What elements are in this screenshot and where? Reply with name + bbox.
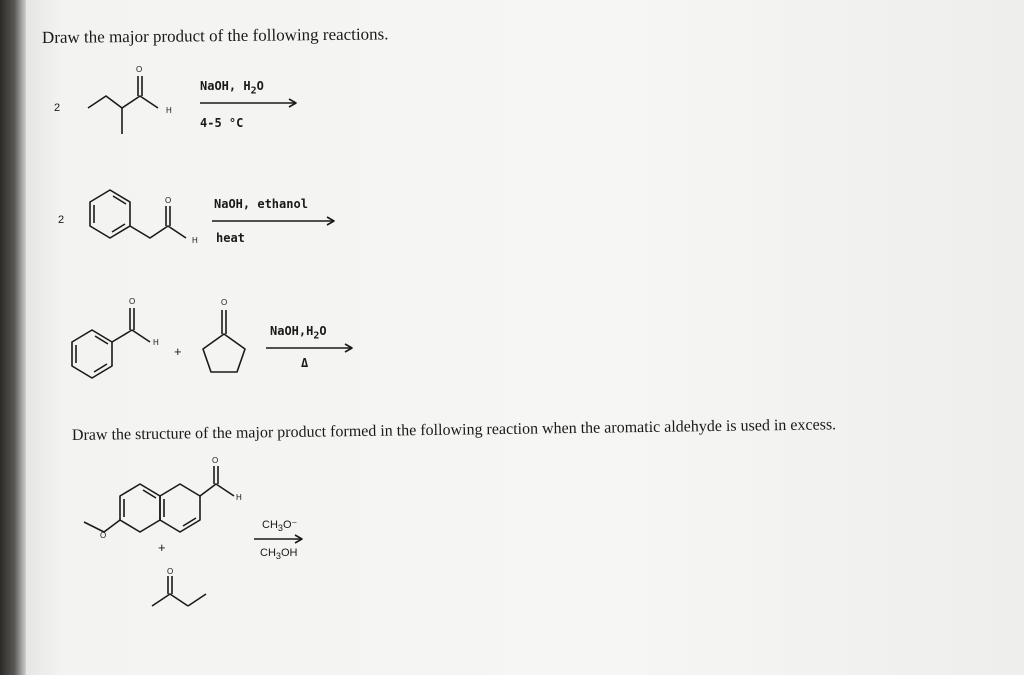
reaction-3-plus: + (174, 344, 182, 359)
reaction-2-condition: heat (216, 231, 245, 245)
atom-label-o: O (100, 531, 107, 540)
reaction-3-reagent: $NaOH,H_2O$ (270, 324, 327, 342)
atom-label-o: O (221, 298, 228, 307)
atom-label-h: H (236, 493, 242, 502)
reaction-1-coefficient: 2 (54, 102, 61, 114)
reaction-3-condition: Δ (301, 356, 309, 370)
atom-label-o: O (136, 65, 143, 74)
reaction-4-solvent: $CH_3OH$ (260, 547, 298, 562)
atom-label-h: H (166, 106, 172, 115)
reaction-2-coefficient: 2 (58, 214, 65, 226)
atom-label-o: O (129, 297, 136, 306)
atom-label-o: O (212, 456, 219, 465)
reaction-4-reagent: $CH_3O^-$ (262, 519, 298, 534)
reaction-1-condition: 4-5 °C (200, 116, 244, 130)
reaction-2-reagent: NaOH, ethanol (214, 197, 308, 211)
atom-label-o: O (165, 196, 172, 205)
instruction-1: Draw the major product of the following reactions. (41, 24, 389, 47)
atom-label-h: H (192, 236, 198, 245)
atom-label-o: O (167, 567, 174, 576)
reaction-1-reagent: NaOH, $H_2O$ (200, 79, 264, 97)
atom-label-h: H (153, 338, 159, 347)
reaction-4-plus: + (158, 540, 166, 555)
instruction-2: Draw the structure of the major product formed in the following reaction when the aromatic aldehyde is used in excess. (71, 416, 837, 444)
